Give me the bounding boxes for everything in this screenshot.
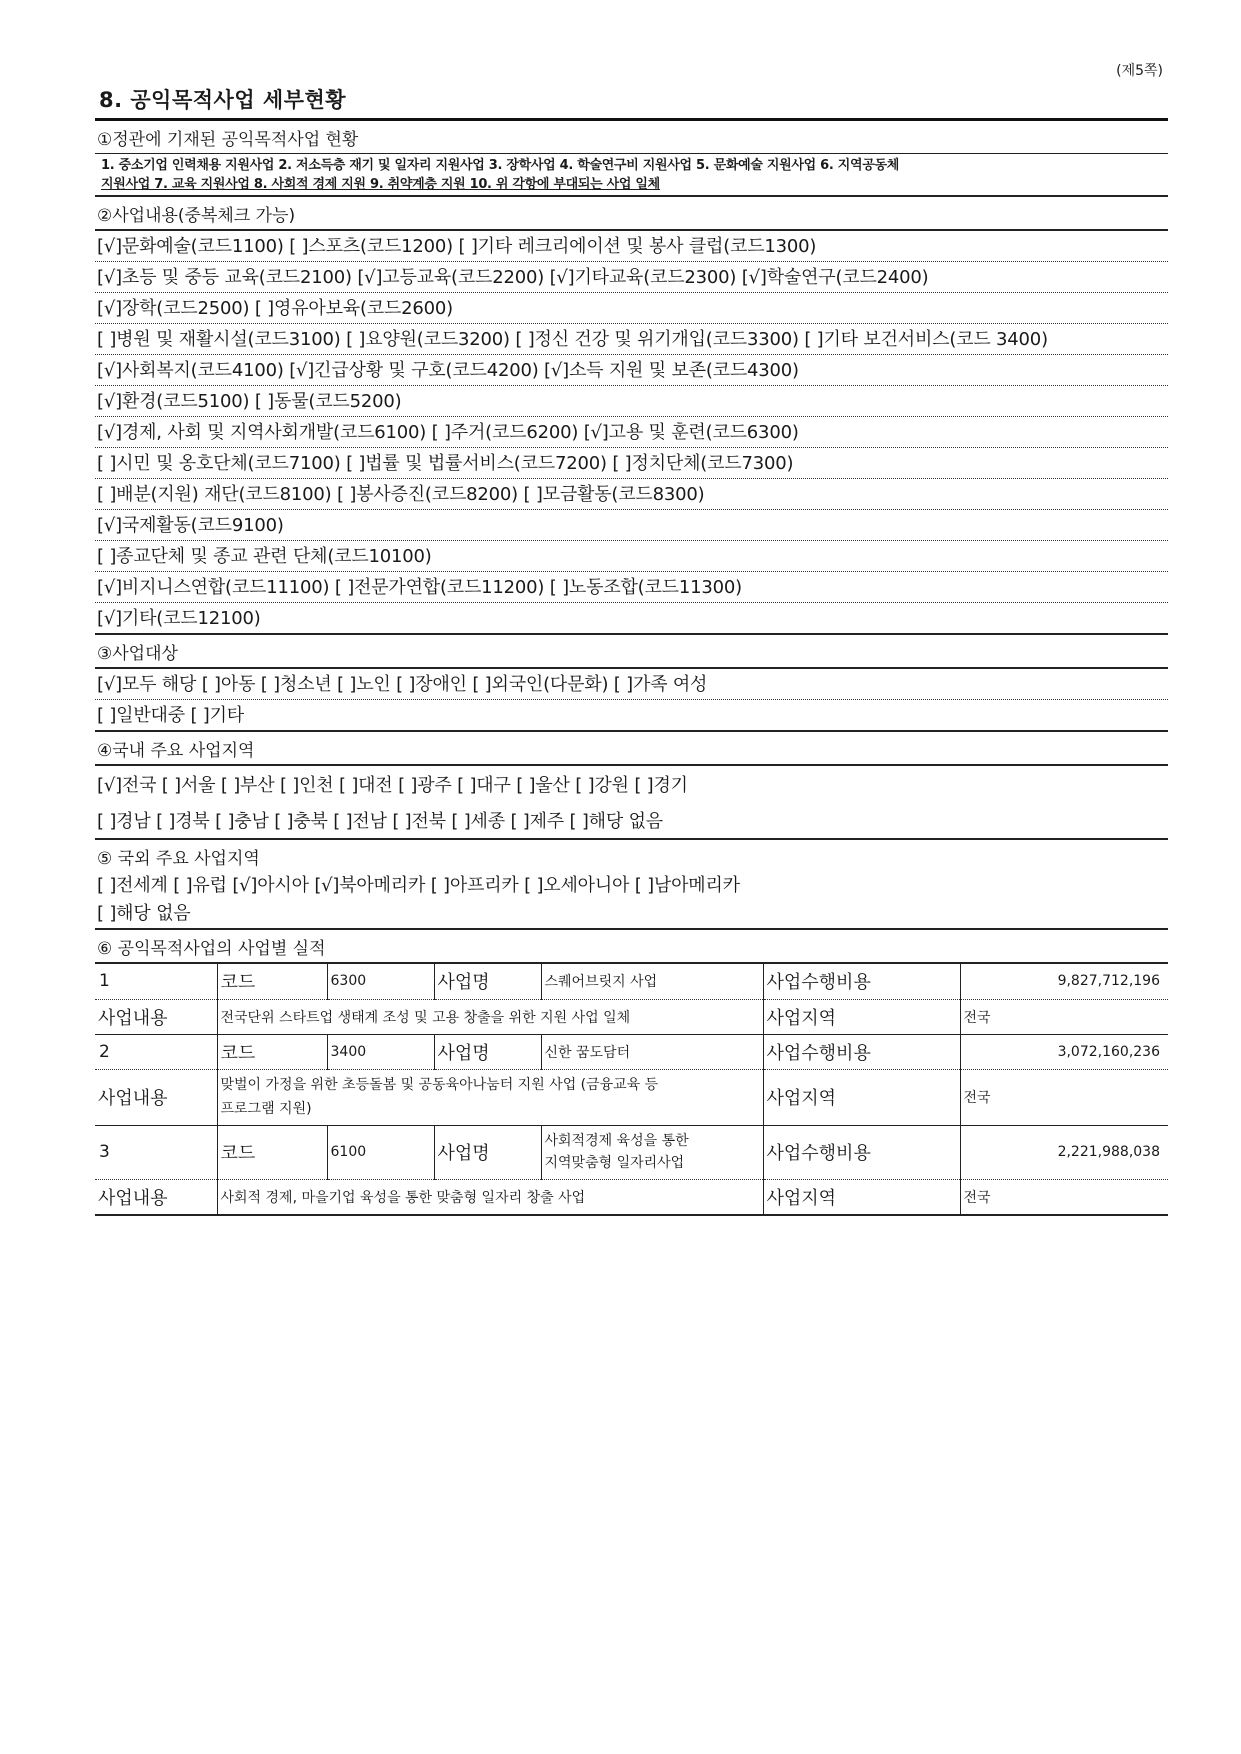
overseas-region-line-2: [ ]해당 없음: [95, 900, 1168, 930]
name-label: 사업명: [434, 1125, 541, 1179]
cost-value: 9,827,712,196: [960, 964, 1168, 999]
project-name-line1: 사회적경제 육성을 통한: [544, 1133, 689, 1149]
domestic-region-line-1: [√]전국 [ ]서울 [ ]부산 [ ]인천 [ ]대전 [ ]광주 [ ]대구 [ ]울산 [ ]강원 [ ]경기: [97, 775, 688, 796]
region-value: 전국: [960, 999, 1168, 1034]
project-content: 사회적 경제, 마을기업 육성을 통한 맞춤형 일자리 창출 사업: [217, 1179, 763, 1215]
section4-heading: ④국내 주요 사업지역: [95, 732, 1168, 766]
business-line-other: [√]기타(코드12100): [95, 603, 1168, 635]
cost-value: 2,221,988,038: [960, 1125, 1168, 1179]
code-value: 3400: [327, 1034, 434, 1069]
region-label: 사업지역: [763, 1179, 960, 1215]
row-number: 1: [95, 964, 217, 999]
page-title: 8. 공익목적사업 세부현황: [95, 78, 1168, 121]
section5-heading: ⑤ 국외 주요 사업지역: [97, 849, 260, 869]
region-label: 사업지역: [763, 999, 960, 1034]
business-line-health: [ ]병원 및 재활시설(코드3100) [ ]요양원(코드3200) [ ]정신 건강 및 위기개입(코드3300) [ ]기타 보건서비스(코드 3400): [95, 324, 1168, 355]
table-row: [95, 1179, 1168, 1215]
cost-label: 사업수행비용: [763, 964, 960, 999]
section6-heading: ⑥ 공익목적사업의 사업별 실적: [95, 930, 1168, 964]
business-line-environment: [√]환경(코드5100) [ ]동물(코드5200): [95, 386, 1168, 417]
cost-label: 사업수행비용: [763, 1034, 960, 1069]
region-value: 전국: [960, 1069, 1168, 1125]
business-line-economy: [√]경제, 사회 및 지역사회개발(코드6100) [ ]주거(코드6200) [√]고용 및 훈련(코드6300): [95, 417, 1168, 448]
project-content: [217, 1069, 763, 1125]
code-label: 코드: [217, 1125, 327, 1179]
project-name: 신한 꿈도담터: [541, 1034, 763, 1069]
project-name: 스퀘어브릿지 사업: [541, 964, 763, 999]
business-line-religion: [ ]종교단체 및 종교 관련 단체(코드10100): [95, 541, 1168, 572]
section1-articles: [95, 154, 1168, 195]
project-content-line1: 맞벌이 가정을 위한 초등돌봄 및 공동육아나눔터 지원 사업 (금융교육 등: [220, 1077, 659, 1093]
cost-label: 사업수행비용: [763, 1125, 960, 1179]
business-line-foundation: [ ]배분(지원) 재단(코드8100) [ ]봉사증진(코드8200) [ ]모금활동(코드8300): [95, 479, 1168, 510]
table-row: [95, 1034, 1168, 1069]
table-row: [95, 1069, 1168, 1125]
code-label: 코드: [217, 964, 327, 999]
business-line-association: [√]비지니스연합(코드11100) [ ]전문가연합(코드11200) [ ]노동조합(코드11300): [95, 572, 1168, 603]
content-label: 사업내용: [95, 1179, 217, 1215]
table-row: [95, 999, 1168, 1034]
code-label: 코드: [217, 1034, 327, 1069]
business-line-education: [√]초등 및 중등 교육(코드2100) [√]고등교육(코드2200) [√]기타교육(코드2300) [√]학술연구(코드2400): [95, 262, 1168, 293]
table-row: [95, 964, 1168, 999]
section1-line2: 지원사업 7. 교육 지원사업 8. 사회적 경제 지원 9. 취약계층 지원 10. 위 각항에 부대되는 사업 일체: [101, 177, 660, 192]
overseas-region-line-1: [ ]전세계 [ ]유럽 [√]아시아 [√]북아메리카 [ ]아프리카 [ ]오세아니아 [ ]남아메리카: [97, 875, 740, 896]
section3-heading: ③사업대상: [95, 635, 1168, 669]
name-label: 사업명: [434, 1034, 541, 1069]
performance-table: [95, 964, 1168, 1216]
section1-heading: ①정관에 기재된 공익목적사업 현황: [95, 121, 1168, 154]
domestic-region-line-2: [ ]경남 [ ]경북 [ ]충남 [ ]충북 [ ]전남 [ ]전북 [ ]세종 [ ]제주 [ ]해당 없음: [95, 804, 1168, 840]
business-line-culture: [√]문화예술(코드1100) [ ]스포츠(코드1200) [ ]기타 레크리에이션 및 봉사 클럽(코드1300): [95, 231, 1168, 262]
business-line-international: [√]국제활동(코드9100): [95, 510, 1168, 541]
cost-value: 3,072,160,236: [960, 1034, 1168, 1069]
row-number: 2: [95, 1034, 217, 1069]
row-number: 3: [95, 1125, 217, 1179]
page-number: (제5쪽): [1116, 63, 1163, 79]
content-label: 사업내용: [95, 999, 217, 1034]
form-sheet: [95, 78, 1168, 1216]
region-value: 전국: [963, 1189, 991, 1206]
project-content-line2: 프로그램 지원): [220, 1101, 312, 1117]
target-line-1: [√]모두 해당 [ ]아동 [ ]청소년 [ ]노인 [ ]장애인 [ ]외국인(다문화) [ ]가족 여성: [95, 669, 1168, 700]
code-value: 6300: [327, 964, 434, 999]
business-line-welfare: [√]사회복지(코드4100) [√]긴급상황 및 구호(코드4200) [√]소득 지원 및 보존(코드4300): [95, 355, 1168, 386]
region-label: 사업지역: [763, 1069, 960, 1125]
table-row: [95, 1125, 1168, 1179]
project-name: [541, 1125, 763, 1179]
section2-heading: ②사업내용(중복체크 가능): [95, 195, 1168, 231]
business-line-civic: [ ]시민 및 옹호단체(코드7100) [ ]법률 및 법률서비스(코드7200) [ ]정치단체(코드7300): [95, 448, 1168, 479]
business-line-scholarship: [√]장학(코드2500) [ ]영유아보육(코드2600): [95, 293, 1168, 324]
content-label: 사업내용: [95, 1069, 217, 1125]
project-content: 전국단위 스타트업 생태계 조성 및 고용 창출을 위한 지원 사업 일체: [217, 999, 763, 1034]
target-line-2: [ ]일반대중 [ ]기타: [95, 700, 1168, 732]
section1-line1: 1. 중소기업 인력채용 지원사업 2. 저소득층 재기 및 일자리 지원사업 3. 장학사업 4. 학술연구비 지원사업 5. 문화예술 지원사업 6. 지역공동체: [101, 158, 900, 173]
name-label: 사업명: [434, 964, 541, 999]
code-value: 6100: [327, 1125, 434, 1179]
section2-lines: [95, 231, 1168, 635]
project-name-line2: 지역맞춤형 일자리사업: [544, 1155, 685, 1171]
